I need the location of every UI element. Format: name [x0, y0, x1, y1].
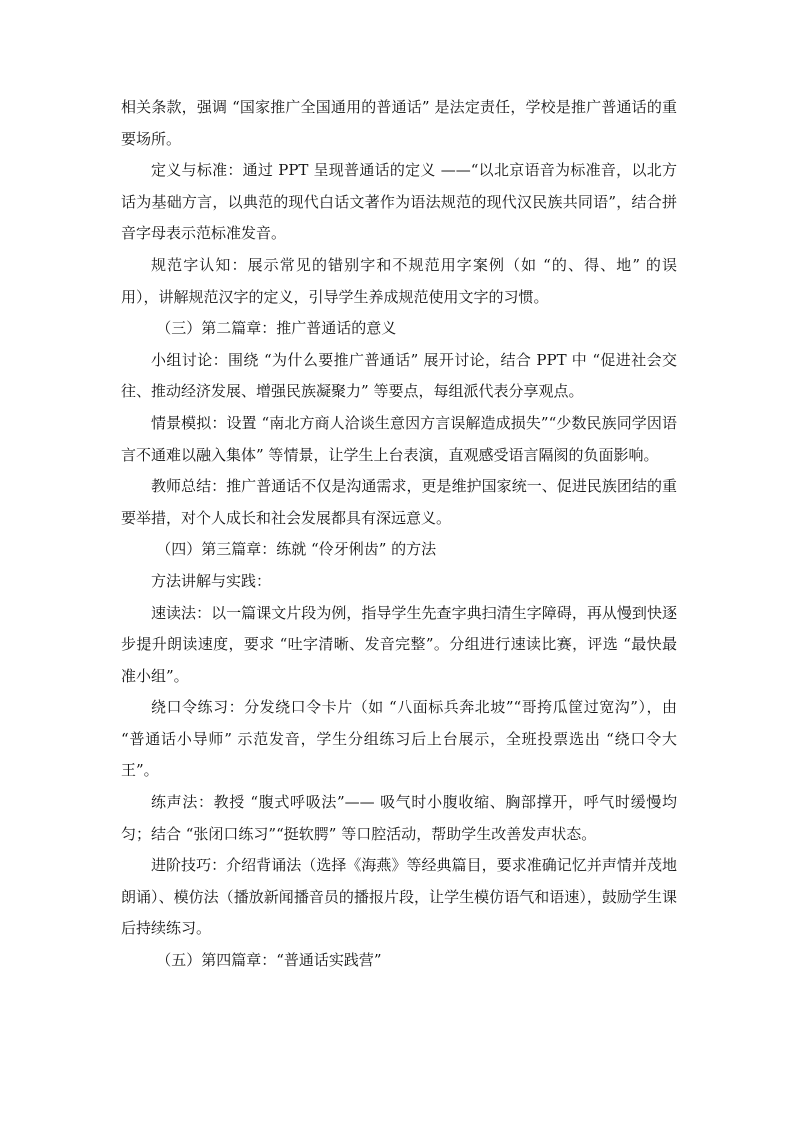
paragraph-speed-reading: 速读法：以一篇课文片段为例，指导学生先查字典扫清生字障碍，再从慢到快逐步提升朗读速度，要求 “吐字清晰、发音完整”。分组进行速读比赛，评选 “最快最准小组”。: [121, 603, 677, 685]
paragraph-tongue-twisters: 绕口令练习：分发绕口令卡片（如 “八面标兵奔北坡”“哥挎瓜筐过宽沟”），由 “普通话小导师” 示范发音，学生分组练习后上台展示，全班投票选出 “绕口令大王”。: [121, 698, 677, 780]
document-body: [121, 92, 677, 977]
paragraph-definition-standard: 定义与标准：通过 PPT 呈现普通话的定义 ——“以北京语音为标准音，以北方话为基础方言，以典范的现代白话文著作为语法规范的现代汉民族共同语”，结合拼音字母表示范标准发音。: [121, 161, 677, 243]
paragraph-methods-intro: 方法讲解与实践：: [151, 571, 272, 590]
paragraph-standard-characters: 规范字认知：展示常见的错别字和不规范用字案例（如 “的、得、地” 的误用），讲解规范汉字的定义，引导学生养成规范使用文字的习惯。: [121, 255, 677, 306]
paragraph-scenario-simulation: 情景模拟：设置 “南北方商人洽谈生意因方言误解造成损失”“少数民族同学因语言不通难以融入集体” 等情景，让学生上台表演，直观感受语言隔阂的负面影响。: [121, 413, 677, 464]
paragraph-voice-training: 练声法：教授 “腹式呼吸法”—— 吸气时小腹收缩、胸部撑开，呼气时缓慢均匀；结合 “张闭口练习”“挺软腭” 等口腔活动，帮助学生改善发声状态。: [121, 793, 677, 843]
section-heading-chapter-four: （五）第四篇章：“普通话实践营”: [156, 951, 382, 970]
section-heading-chapter-three: （四）第三篇章：练就 “伶牙俐齿” 的方法: [156, 540, 437, 559]
paragraph-continuation: 相关条款，强调 “国家推广全国通用的普通话” 是法定责任，学校是推广普通话的重要场所。: [121, 98, 677, 148]
section-heading-chapter-two: （三）第二篇章：推广普通话的意义: [156, 319, 397, 338]
paragraph-group-discussion: 小组讨论：围绕 “为什么要推广普通话” 展开讨论，结合 PPT 中 “促进社会交往、推动经济发展、增强民族凝聚力” 等要点，每组派代表分享观点。: [121, 350, 677, 401]
paragraph-advanced-skills: 进阶技巧：介绍背诵法（选择《海燕》等经典篇目，要求准确记忆并声情并茂地朗诵）、模仿法（播放新闻播音员的播报片段，让学生模仿语气和语速），鼓励学生课后持续练习。: [121, 856, 677, 938]
paragraph-teacher-summary: 教师总结：推广普通话不仅是沟通需求，更是维护国家统一、促进民族团结的重要举措，对个人成长和社会发展都具有深远意义。: [121, 477, 677, 527]
